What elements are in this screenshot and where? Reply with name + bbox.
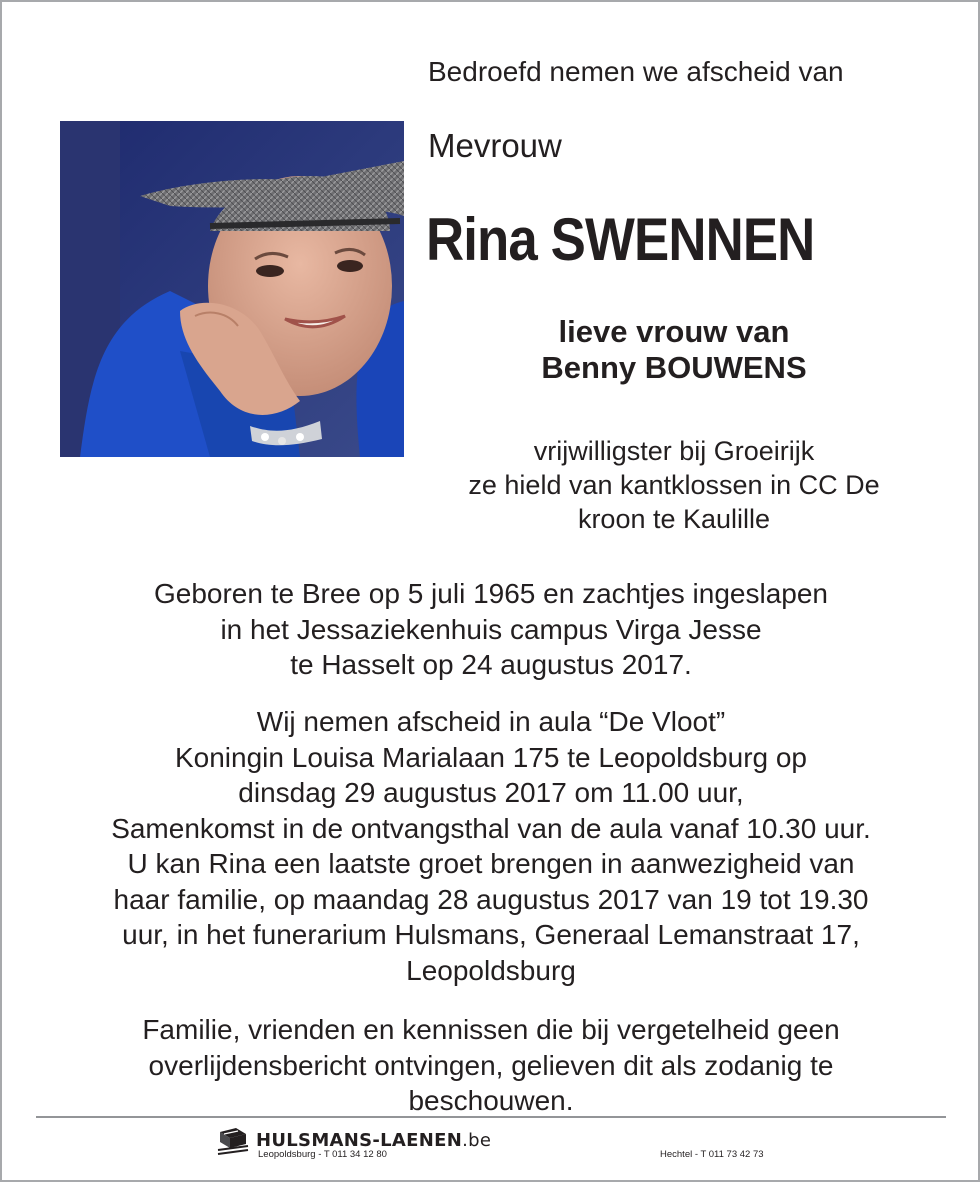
hechtel-address: Hechtel - T 011 73 42 73 — [660, 1149, 764, 1160]
leopoldsburg-address: Leopoldsburg - T 011 34 12 80 — [258, 1149, 387, 1160]
spouse-name: Benny BOUWENS — [541, 350, 807, 385]
brand-name: HULSMANS-LAENEN — [256, 1130, 463, 1151]
paragraph-line: Geboren te Bree op 5 juli 1965 en zachtjes ingeslapen — [153, 578, 829, 609]
paragraph-line: uur, in het funerarium Hulsmans, Generaal Lemanstraat 17, — [122, 919, 860, 950]
honorific: Mevrouw — [428, 127, 562, 164]
paragraph-line: beschouwen. — [408, 1085, 574, 1116]
paragraph-line: in het Jessaziekenhuis campus Virga Jesse — [220, 613, 762, 645]
about-block — [422, 434, 926, 536]
spouse-block — [442, 314, 906, 386]
paragraph-line: haar familie, op maandag 28 augustus 2017 van 19 tot 19.30 — [113, 883, 869, 915]
intro-line: Bedroefd nemen we afscheid van — [428, 56, 844, 87]
about-line: vrijwilligster bij Groeirijk — [533, 436, 815, 466]
paragraph-line: Koningin Louisa Marialaan 175 te Leopoldsburg op — [174, 741, 808, 773]
portrait-photo — [60, 121, 404, 457]
brand-domain: .be — [462, 1130, 492, 1151]
footer-divider — [36, 1116, 946, 1118]
about-line: kroon te Kaulille — [577, 504, 771, 534]
spouse-relation: lieve vrouw van — [558, 314, 790, 349]
paragraph-line: te Hasselt op 24 augustus 2017. — [290, 649, 692, 680]
paragraph-line: Wij nemen afscheid in aula “De Vloot” — [256, 706, 726, 737]
about-line: ze hield van kantklossen in CC De — [468, 470, 880, 500]
birth-paragraph — [42, 576, 940, 683]
paragraph-line: overlijdensbericht ontvingen, gelieven dit als zodanig te — [148, 1049, 834, 1081]
paragraph-line: dinsdag 29 augustus 2017 om 11.00 uur, — [238, 777, 744, 808]
paragraph-line: Samenkomst in de ontvangsthal van de aula vanaf 10.30 uur. — [111, 812, 871, 844]
deceased-name: Rina SWENNEN — [426, 206, 815, 273]
funeral-home-logo-icon — [216, 1126, 250, 1156]
paragraph-line: Familie, vrienden en kennissen die bij vergetelheid geen — [142, 1014, 840, 1045]
paragraph-line: U kan Rina een laatste groet brengen in aanwezigheid van — [127, 848, 855, 879]
notice-paragraph — [42, 1012, 940, 1119]
paragraph-line: Leopoldsburg — [406, 954, 576, 986]
ceremony-paragraph — [42, 704, 940, 988]
